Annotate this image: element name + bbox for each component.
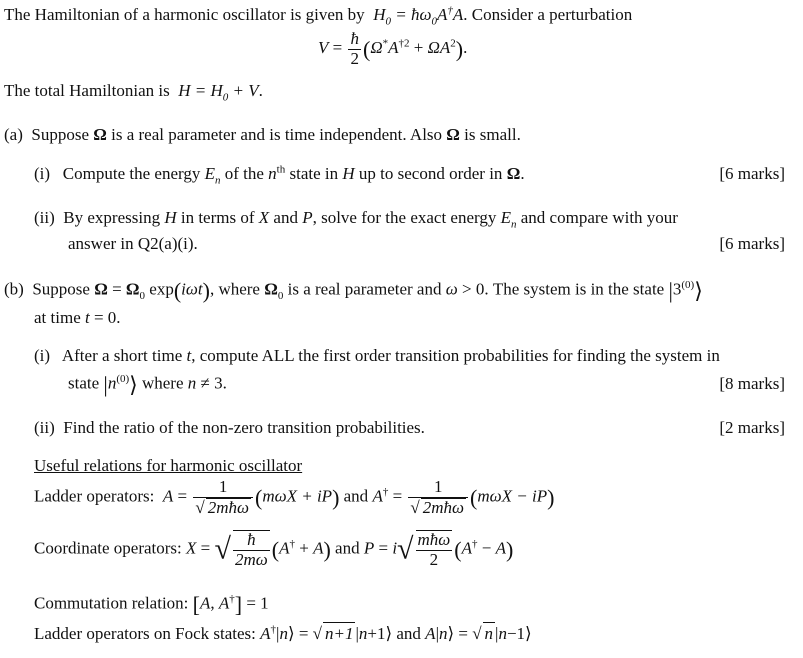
relations-heading: Useful relations for harmonic oscillator bbox=[34, 456, 303, 475]
part-b-ii-marks: [2 marks] bbox=[719, 418, 785, 437]
part-b-ii-line: (ii) Find the ratio of the non-zero transition probabilities. bbox=[34, 418, 425, 437]
part-a-ii-line-1: (ii) By expressing H in terms of X and P, solve for the exact energy $E_n$ and compare with your bbox=[34, 208, 678, 231]
intro-line-3: The total Hamiltonian is $H = H_0 + V$. bbox=[4, 81, 263, 104]
eq-perturbation: V = $\frac{ħ}{2}$ $(\Omega^*A^{\dagger 2} + \Omega A^2)$. bbox=[318, 29, 468, 68]
part-a-i-line: (i) Compute the energy $E_n$ of the $n^{th}$ state in H up to second order in Ω. bbox=[34, 163, 525, 187]
part-b-i-line-2: state $|n^{(0)}⟩$ where n ≠ 3. bbox=[68, 372, 227, 397]
eq-h0: $H_0$ = $ħ\omega_0A^\dagger A$ bbox=[368, 4, 464, 28]
part-b-line-2: at time t = 0. bbox=[34, 308, 121, 327]
part-a-line: (a) Suppose Ω is a real parameter and is time independent. Also Ω is small. bbox=[4, 125, 521, 144]
relation-commutation: Commutation relation: [A, A†] = 1 bbox=[34, 592, 269, 617]
part-b-i-marks: [8 marks] bbox=[719, 374, 785, 393]
part-a-ii-line-2: answer in Q2(a)(i). bbox=[68, 234, 198, 253]
part-b-line-1: (b) Suppose $\Omega = \Omega_0$ exp(iωt), where $\Omega_0$ is a real parameter and ω > 0. The system is in the state |3$^{(0)}$⟩ bbox=[4, 278, 703, 303]
eq-total-h: $H = H_0 + V$ bbox=[173, 81, 259, 104]
intro-line-1: The Hamiltonian of a harmonic oscillator is given by $H_0$ = $ħ\omega_0A^\dagger A$. Consider a perturbation bbox=[4, 4, 633, 28]
part-a-i-marks: [6 marks] bbox=[719, 164, 785, 183]
relation-ladder: Ladder operators: A = $\frac{1}{\text{√ 2mħω}}$ (mωX + iP) and A† = $\frac{1}{\text{√ 2mħω}}$ (mωX − iP) bbox=[34, 477, 555, 517]
relation-coordinate: Coordinate operators: X = √ $\frac{ħ}{2m\omega}$ (A† + A) and P = i√ $\frac{\text{mħω}}{2}$ (A† − A) bbox=[34, 530, 514, 569]
part-b-i-line-1: (i) After a short time t, compute ALL the first order transition probabilities for finding the system in bbox=[34, 346, 720, 365]
relation-fock: Ladder operators on Fock states: A†|n⟩ = √ n+1 |n+1⟩ and A|n⟩ = √ n |n−1⟩ bbox=[34, 623, 532, 643]
part-a-ii-marks: [6 marks] bbox=[719, 234, 785, 253]
